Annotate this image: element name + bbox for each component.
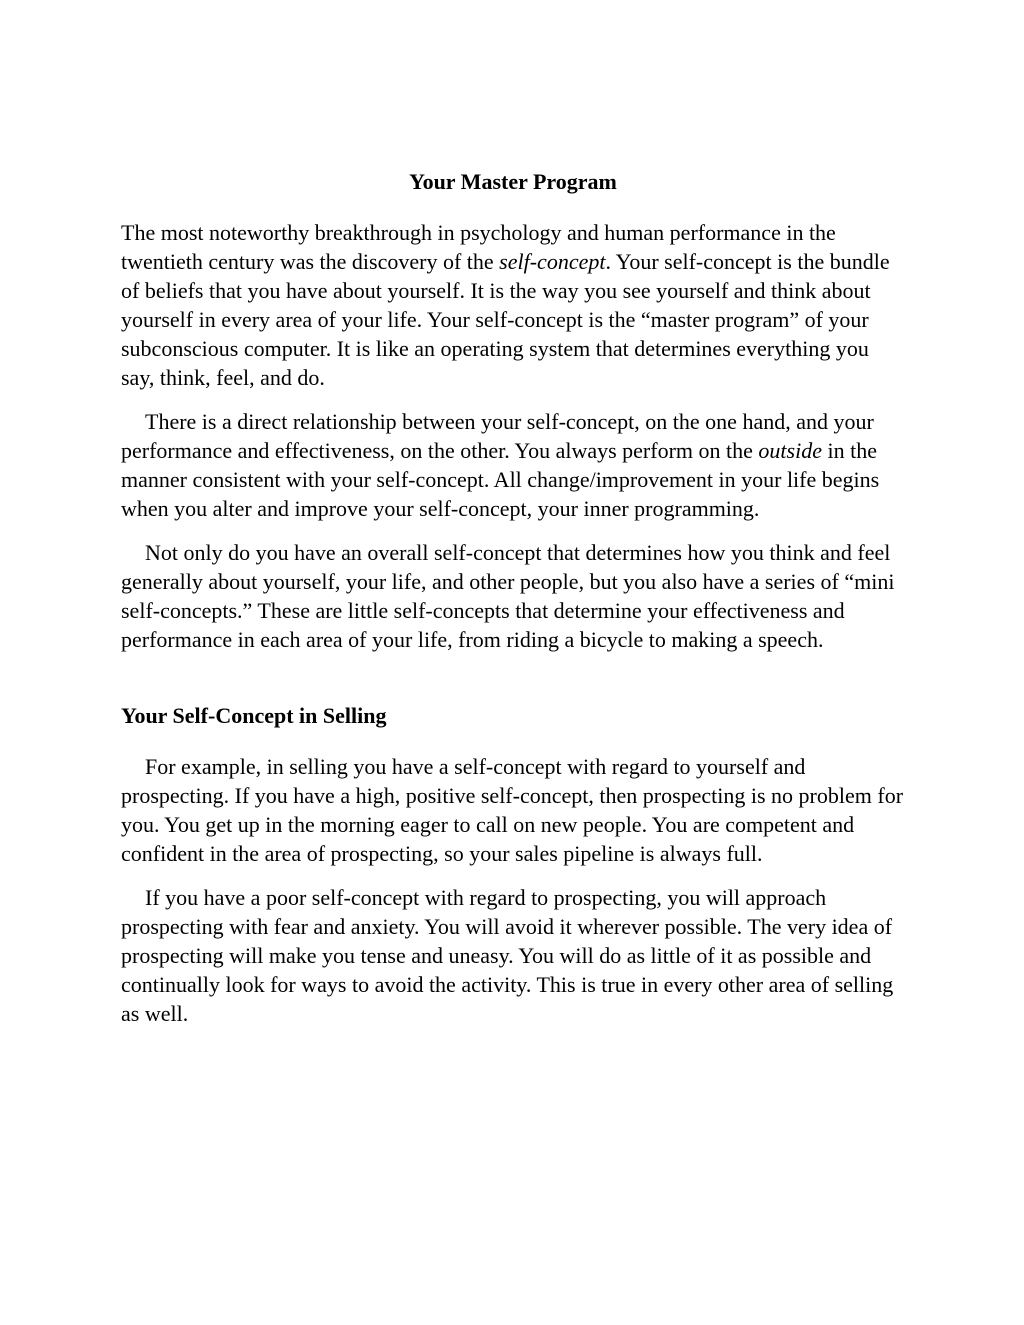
section-paragraph-1: For example, in selling you have a self-concept with regard to yourself and prospecting. If you have a high, positive self-concept, then prospecting is no problem for you. You get up in the morning eager to call on new people. You are competent and confident in the area of prospecting, so your sales pipeline is always full. — [121, 754, 904, 866]
paragraph-3: Not only do you have an overall self-concept that determines how you think and feel generally about yourself, your life, and other people, but you also have a series of “mini self-concepts.” These are little self-concepts that determine your effectiveness and performance in each area of your life, from riding a bicycle to making a speech. — [121, 540, 895, 652]
document-content — [121, 166, 905, 1043]
paragraph-1 — [121, 218, 905, 392]
chapter-title: Your Master Program — [409, 169, 617, 194]
paragraph-1-emphasis: self-concept — [499, 249, 606, 274]
paragraph-2 — [121, 407, 905, 523]
section-paragraph-2: If you have a poor self-concept with regard to prospecting, you will approach prospecting with fear and anxiety. You will avoid it wherever possible. The very idea of prospecting will make you tense and uneasy. You will do as little of it as possible and continually look for ways to avoid the activity. This is true in every other area of selling as well. — [121, 885, 894, 1026]
paragraph-1-text-start: The most noteworthy breakthrough in psychology and human performance in the twentieth century was the discovery of the — [121, 220, 836, 274]
section-heading: Your Self-Concept in Selling — [121, 703, 387, 728]
paragraph-1-text-end: . Your self-concept is the bundle of beliefs that you have about yourself. It is the way you see yourself and think about yourself in every area of your life. Your self-concept is the “master program” of your subconscious computer. It is like an operating system that determines everything you say, think, feel, and do. — [121, 249, 890, 390]
paragraph-2-emphasis: outside — [758, 438, 822, 463]
paragraph-2-text-start: There is a direct relationship between your self-concept, on the one hand, and your performance and effectiveness, on the other. You always perform on the — [121, 409, 874, 463]
paragraph-2-text-end: in the manner consistent with your self-concept. All change/improvement in your life begins when you alter and improve your self-concept, your inner programming. — [121, 438, 880, 521]
